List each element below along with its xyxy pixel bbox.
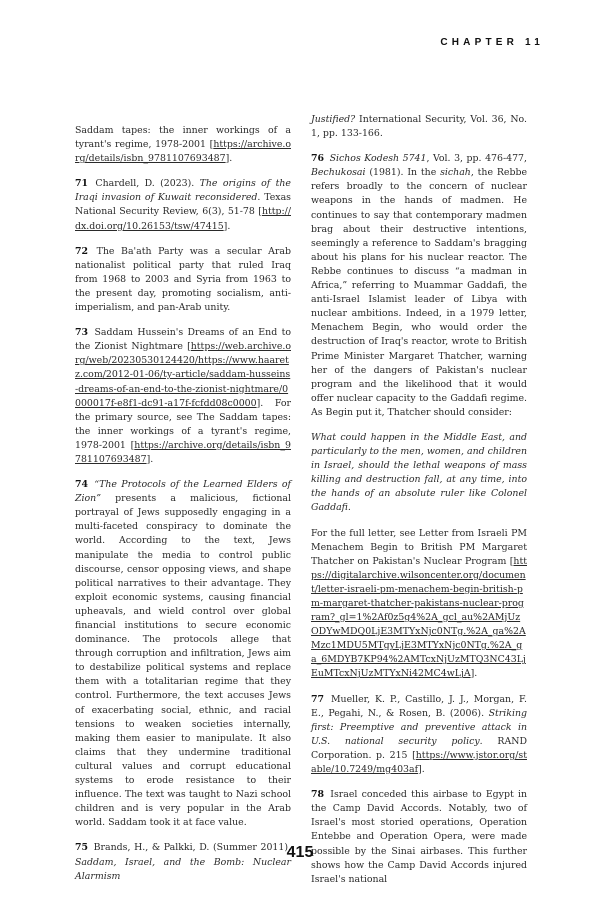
- note-text: , Vol. 3, pp. 476-477,: [426, 153, 528, 165]
- note-text: Brands, H., & Palkki, D. (Summer 2011).: [93, 842, 291, 854]
- note-text: . RAND Corporation. p. 215: [311, 735, 527, 761]
- note-number: 78: [311, 789, 325, 801]
- note-title: Bechukosai: [311, 167, 366, 179]
- punct: .: [474, 668, 478, 680]
- chapter-header: CHAPTER 11: [440, 37, 544, 48]
- note-title: “The Protocols of the Learned Elders of Zion”: [75, 479, 291, 505]
- note-number: 76: [311, 153, 325, 165]
- note-term: sichah: [440, 167, 471, 179]
- note-75-continuation: [311, 113, 527, 141]
- note-77: 77 Mueller, K. P., Castillo, J. J., Morgan, F. E., Pegahi, N., & Rosen, B. (2006). Striking first: Preemptive and preventive attack in U.S. national security policy. RAND Corporation. p. 215 [https://www.jstor.org/stable/10.7249/mg403af].: [311, 693, 527, 776]
- punct: .: [421, 764, 425, 776]
- note-74: [75, 478, 291, 830]
- note-text: International Security, Vol. 36, No. 1, pp. 133-166.: [311, 114, 527, 140]
- note-71: 71 Chardell, D. (2023). The origins of the Iraqi invasion of Kuwait reconsidered. Texas National Security Review, 6(3), 51-78 [http://dx.doi.org/10.26153/tsw/47415].: [75, 178, 291, 232]
- note-76: [311, 152, 527, 420]
- note-text: For the full letter, see Letter from Israeli PM Menachem Begin to British PM Margaret Thatcher on Pakistan's Nuclear Program: [311, 527, 527, 567]
- note-title: Sichos Kodesh 5741: [329, 153, 427, 165]
- note-number: 71: [75, 178, 89, 190]
- note-text: , the Rebbe refers broadly to the concern of nuclear weapons in the hands of madmen. He continues to say that contemporary madmen brag about their destructive intentions, seemingly a reference to Saddam's bragging about his plans for his nuclear reactor. The Rebbe continues to discuss “a madman in Africa,” referring to Muammar Gaddafi, the anti-Israel Islamist leader of Libya with nuclear ambitions. Indeed, in a 1979 letter, Menachem Begin, who would order the destruction of Iraq's reactor, wrote to British Prime Minister Margaret Thatcher, warning her of the dangers of Pakistan's nuclear program and the likelihood that it would offer nuclear capacity to the Gaddafi regime. As Begin put it, Thatcher should consider:: [311, 167, 528, 418]
- note-text: Israel conceded this airbase to Egypt in the Camp David Accords. Notably, two of Israel's most storied operations, Operation Entebbe and Operation Opera, were made possible by the Sinai airbases. This further shows how the Camp David Accords injured Israel's national: [311, 789, 527, 885]
- right-column: [311, 113, 527, 898]
- archive-link[interactable]: https://archive.org/details/isbn_9781107693487: [75, 139, 291, 165]
- note-text: . For the primary source, see The Saddam tapes: the inner workings of a tyrant's regime, 1978-2001: [75, 397, 291, 451]
- note-number: 73: [75, 327, 89, 339]
- punct: .: [229, 153, 233, 165]
- punct: .: [150, 453, 154, 465]
- note-text: . Texas National Security Review, 6(3), 51-78: [75, 192, 291, 218]
- block-quote: What could happen in the Middle East, and particularly to the men, women, and children in Israel, should the lethal weapons of mass killing and destruction fall, at any time, into the hands of an absolute ruler like Colonel Gaddafi.: [311, 431, 527, 514]
- note-title: The origins of the Iraqi invasion of Kuwait reconsidered: [75, 178, 291, 204]
- note-text: Mueller, K. P., Castillo, J. J., Morgan, F. E., Pegahi, N., & Rosen, B. (2006).: [311, 693, 527, 719]
- wilson-center-link[interactable]: https://digitalarchive.wilsoncenter.org/document/letter-israeli-pm-menachem-begin-british-pm-margaret-thatcher-pakistans-nuclear-program?_gl=1%2Af0z5g4%2A_gcl_au%2AMjUzODYwMDQ0LjE3MTYxNjc0NTg.%2A_ga%2AMzc1MDU5MTgyLjE3MTYxNjc0NTg.%2A_ga_6MDYB7KP94%2AMTcxNjUzMTQ3NC43LjEuMTcxNjUzMTYxNi42MC4wLjA: [311, 555, 527, 680]
- note-title: Saddam, Israel, and the Bomb: Nuclear Alarmism: [75, 856, 291, 882]
- note-text: presents a malicious, fictional portrayal of Jews supposedly engaging in a multi-faceted conspiracy to dominate the world. According to the text, Jews manipulate the media to control public discourse, censor opposing views, and shape political narratives to their advantage. They exploit economic systems, causing financial upheavals, and wield control over global financial institutions to secure economic dominance. The protocols allege that through corruption and infiltration, Jews aim to destabilize political systems and replace them with a totalitarian regime that they control. Furthermore, the text accuses Jews of exacerbating social, ethnic, and racial tensions to weaken societies internally, making them easier to manipulate. It also claims that they undermine traditional cultural values and corrupt educational systems to erode resistance to their influence. The text was taught to Nazi school children and is very popular in the Arab world. Saddam took it at face value.: [75, 493, 291, 829]
- note-72: [75, 245, 291, 315]
- note-continuation: Saddam tapes: the inner workings of a tyrant's regime, 1978-2001 [https://archive.org/details/isbn_9781107693487].: [75, 125, 291, 165]
- note-73: 73 Saddam Hussein's Dreams of an End to the Zionist Nightmare [https://web.archive.org/web/20230530124420/https://www.haaretz.com/2012-01-06/ty-article/saddam-husseins-dreams-of-an-end-to-the-zionist-nightmare/0000017f-e8f1-dc91-a17f-fcfdd08c0000]. For the primary source, see The Saddam tapes: the inner workings of a tyrant's regime, 1978-2001 [https://archive.org/details/isbn_9781107693487].: [75, 327, 291, 465]
- archive-link[interactable]: https://archive.org/details/isbn_9781107693487: [75, 439, 291, 465]
- page-number: 415: [286, 844, 314, 861]
- note-text: The Ba'ath Party was a secular Arab nationalist political party that ruled Iraq from 1968 to 2003 and Syria from 1963 to the present day, promoting socialism, anti-imperialism, and pan-Arab unity.: [75, 245, 292, 314]
- note-title: Striking first: Preemptive and preventive attack in U.S. national security policy: [311, 707, 527, 747]
- left-column: [75, 124, 291, 895]
- doi-link[interactable]: http://dx.doi.org/10.26153/tsw/47415: [75, 206, 291, 232]
- note-text: Chardell, D. (2023).: [95, 178, 200, 190]
- note-78: [311, 788, 527, 887]
- punct: .: [227, 220, 231, 232]
- letter-reference: For the full letter, see Letter from Israeli PM Menachem Begin to British PM Margaret Thatcher on Pakistan's Nuclear Program [https://digitalarchive.wilsoncenter.org/document/letter-israeli-pm-menachem-begin-british-pm-margaret-thatcher-pakistans-nuclear-program?_gl=1%2Af0z5g4%2A_gcl_au%2AMjUzODYwMDQ0LjE3MTYxNjc0NTg.%2A_ga%2AMzc1MDU5MTgyLjE3MTYxNjc0NTg.%2A_ga_6MDYB7KP94%2AMTcxNjUzMTQ3NC43LjEuMTcxNjUzMTYxNi42MC4wLjA].: [311, 527, 527, 680]
- note-number: 77: [311, 693, 325, 705]
- note-title: Justified?: [311, 114, 356, 125]
- note-number: 75: [75, 842, 89, 854]
- note-text: Saddam tapes: the inner workings of a tyrant's regime, 1978-2001: [75, 125, 291, 151]
- note-number: 74: [75, 479, 89, 491]
- note-number: 72: [75, 245, 89, 257]
- note-text: (1981). In the: [365, 167, 441, 179]
- haaretz-link[interactable]: https://web.archive.org/web/20230530124420/https://www.haaretz.com/2012-01-06/ty-article/saddam-husseins-dreams-of-an-end-to-the-zionist-nightmare/0000017f-e8f1-dc91-a17f-fcfdd08c0000: [75, 341, 291, 409]
- jstor-link[interactable]: https://www.jstor.org/stable/10.7249/mg403af: [311, 749, 527, 776]
- note-text: Saddam Hussein's Dreams of an End to the Zionist Nightmare: [75, 327, 291, 353]
